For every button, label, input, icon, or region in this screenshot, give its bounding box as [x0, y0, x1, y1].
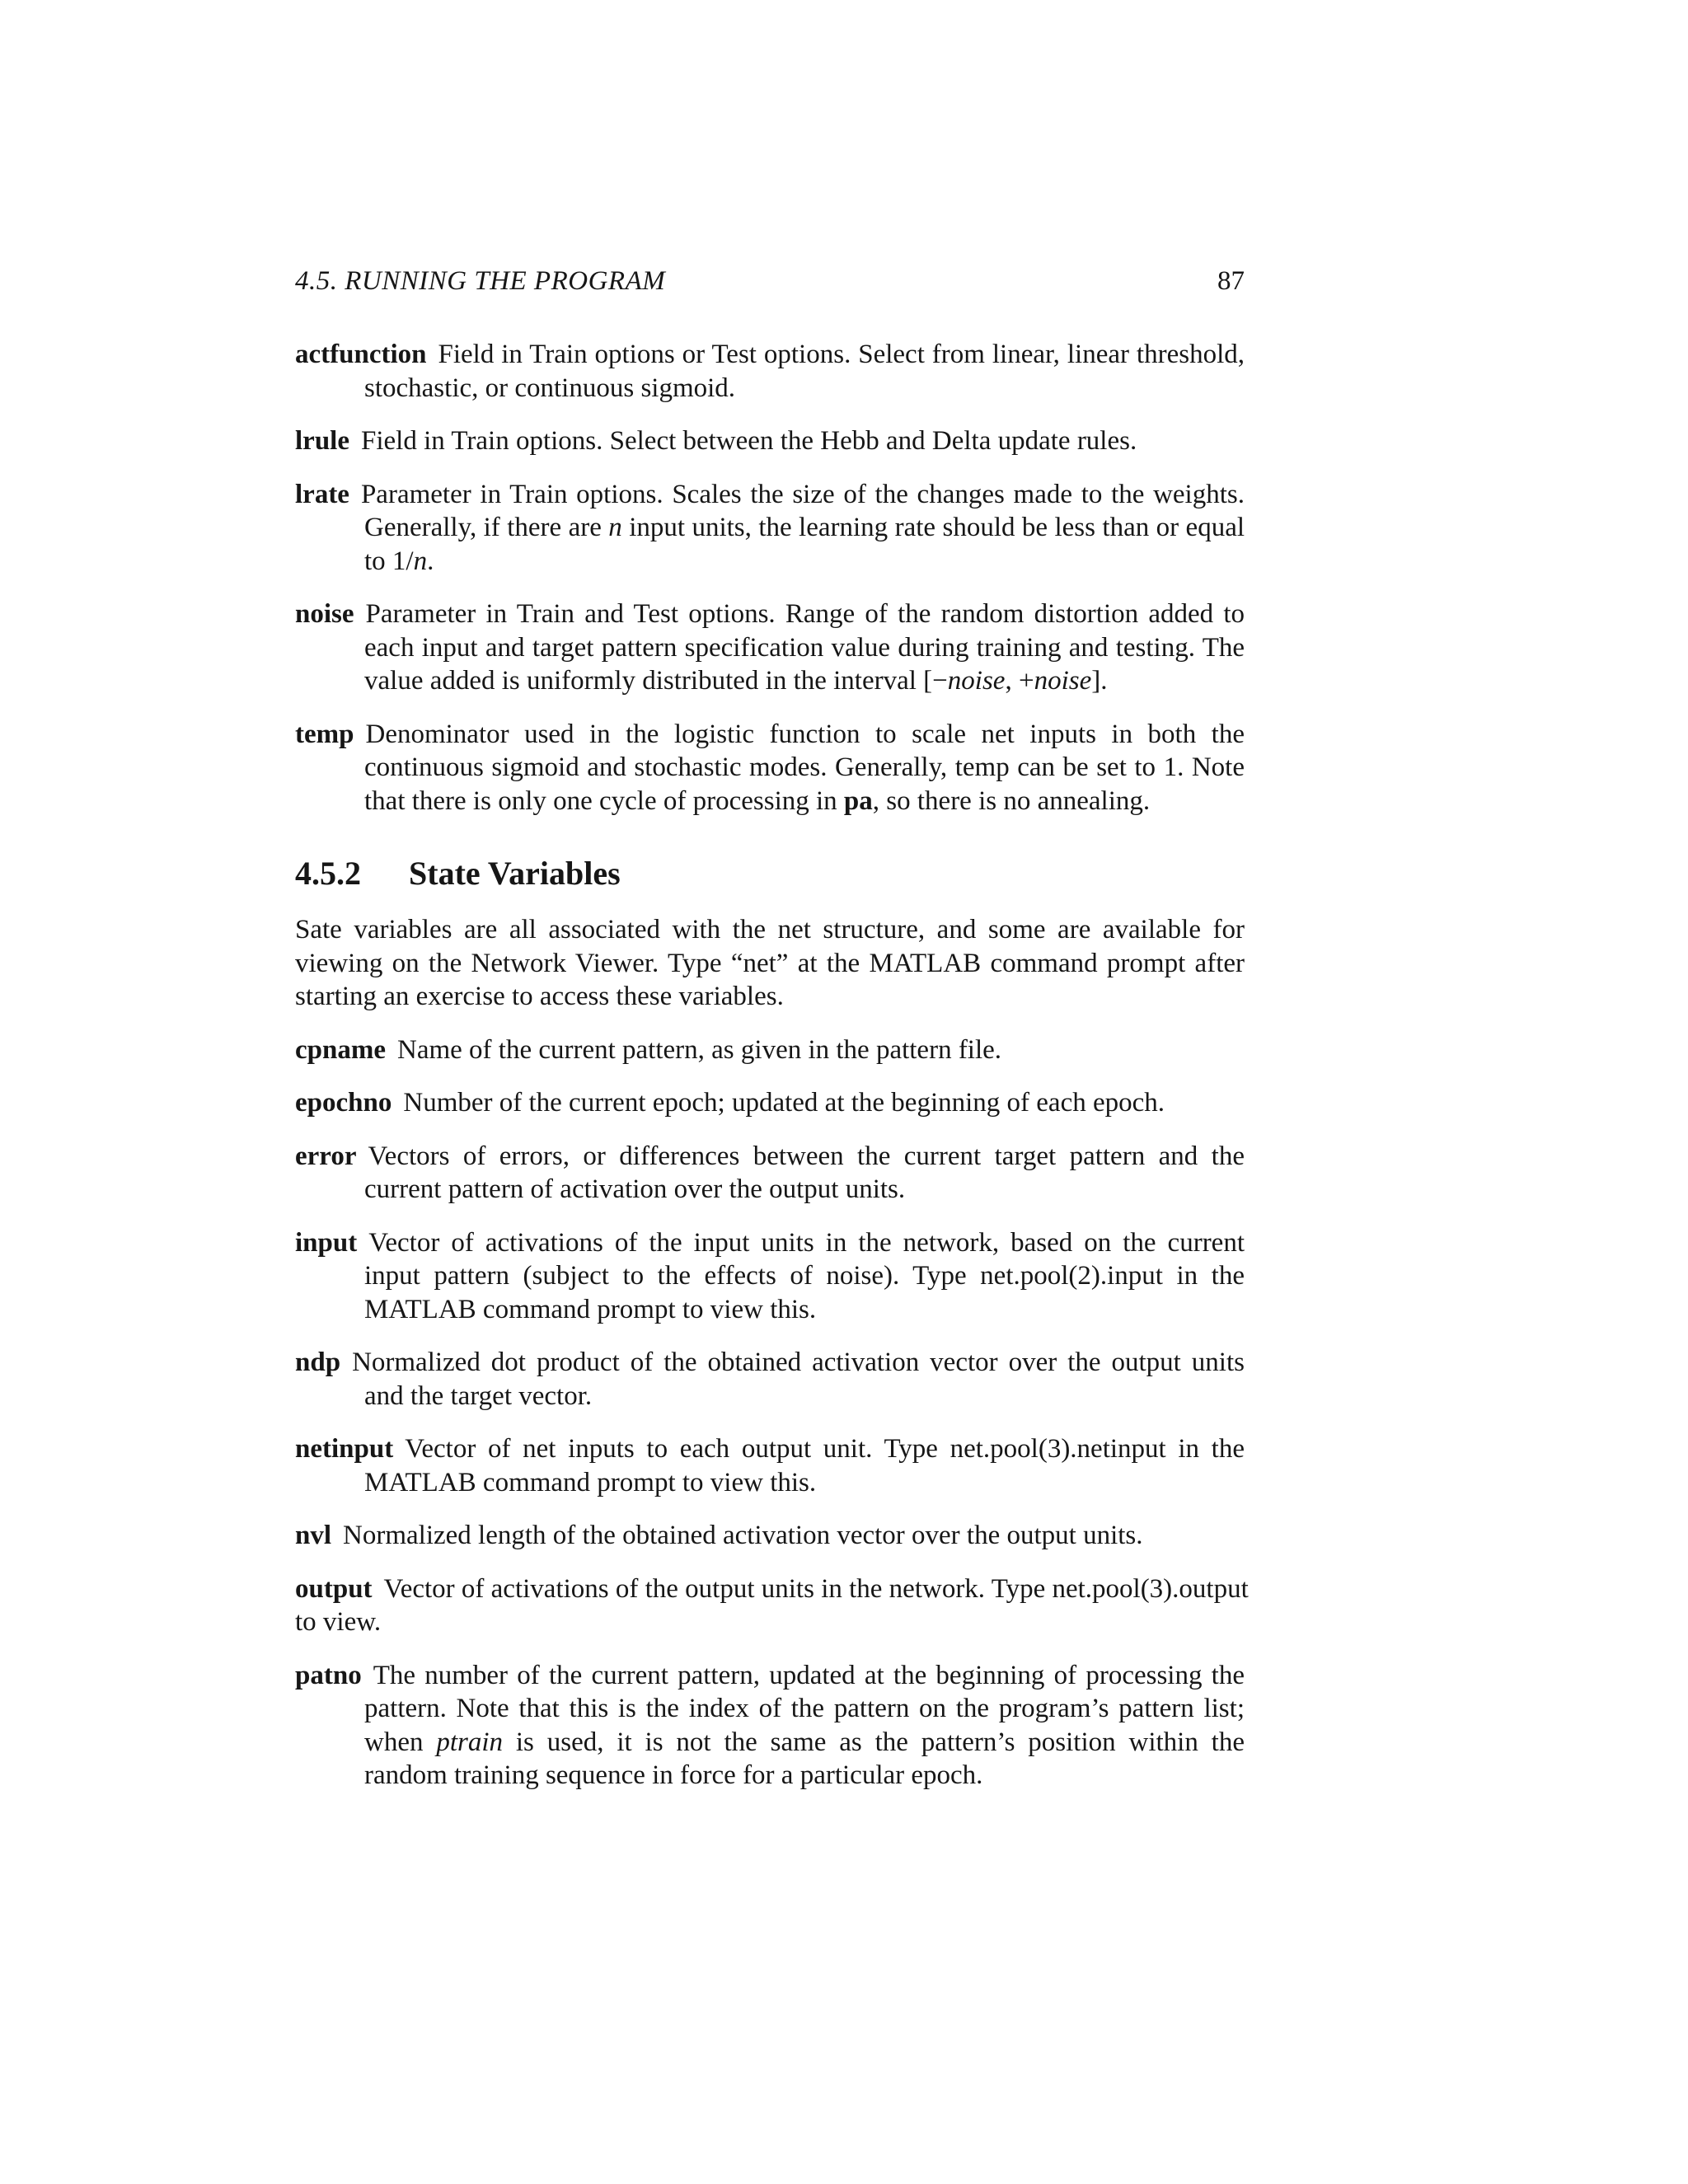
bold-program-name: pa	[843, 785, 873, 816]
definition-text: The number of the current pattern, updated at the beginning of processing the pattern. Note that this is the index of the pattern on the program’s pattern list; when	[364, 1660, 1245, 1757]
italic-ptrain: ptrain	[436, 1727, 504, 1757]
section-number: 4.5.2	[295, 855, 361, 892]
definition-temp	[295, 718, 1245, 818]
definition-cpname	[295, 1033, 1245, 1067]
running-head	[295, 262, 1245, 300]
definition-text: , +	[1005, 666, 1034, 696]
definition-patno	[295, 1659, 1245, 1793]
term-netinput: netinput	[295, 1434, 394, 1464]
definition-text: Vector of activations of the output units in the network. Type net.pool(3).output	[383, 1573, 1249, 1604]
term-output: output	[295, 1573, 373, 1604]
definition-text: Parameter in Train and Test options. Range of the random distortion added to each input and target pattern specification value during training and testing. The value added is uniformly distributed in the interval [−	[364, 599, 1245, 696]
definition-text: Denominator used in the logistic function to scale net inputs in both the continuous sigmoid and stochastic modes. Generally, temp can be set to 1. Note that there is only one cycle of processing in	[364, 719, 1245, 816]
section-heading	[295, 854, 1245, 893]
math-variable: noise	[1034, 666, 1092, 696]
term-noise: noise	[295, 599, 354, 629]
term-input: input	[295, 1227, 358, 1258]
definition-text: Name of the current pattern, as given in the pattern file.	[397, 1034, 1002, 1065]
definition-text: Field in Train options or Test options. Select from linear, linear threshold, stochastic, or continuous sigmoid.	[364, 340, 1245, 403]
definition-text: .	[427, 546, 434, 576]
definition-epochno	[295, 1086, 1245, 1120]
section-title: State Variables	[409, 855, 621, 892]
running-head-title: 4.5. RUNNING THE PROGRAM	[295, 266, 666, 296]
term-error: error	[295, 1141, 357, 1171]
term-patno: patno	[295, 1660, 362, 1690]
definition-text: , so there is no annealing.	[872, 785, 1151, 816]
term-lrate: lrate	[295, 479, 349, 509]
definition-output	[295, 1572, 1249, 1639]
term-nvl: nvl	[295, 1521, 332, 1550]
page-number: 87	[1217, 266, 1245, 296]
definition-nvl	[295, 1519, 1245, 1553]
definition-text: Vectors of errors, or differences between the current target pattern and the current pattern of activation over the output units.	[364, 1141, 1245, 1204]
definition-text: to view.	[295, 1607, 382, 1637]
definition-text: Vector of net inputs to each output unit. Type net.pool(3).netinput in the MATLAB command prompt to view this.	[364, 1434, 1245, 1497]
definition-lrate	[295, 478, 1245, 579]
definition-text: Normalized dot product of the obtained activation vector over the output units and the target vector.	[352, 1347, 1245, 1411]
term-epochno: epochno	[295, 1088, 392, 1118]
term-ndp: ndp	[295, 1347, 341, 1377]
term-cpname: cpname	[295, 1034, 386, 1065]
definition-text: is used, it is not the same as the pattern’s position within the random training sequence in force for a particular epoch.	[364, 1727, 1245, 1790]
section-intro-paragraph: Sate variables are all associated with the net structure, and some are available for viewing on the Network Viewer. Type “net” at the MATLAB command prompt after starting an exercise to access these variables.	[295, 915, 1245, 1011]
definition-text: Number of the current epoch; updated at the beginning of each epoch.	[403, 1088, 1165, 1118]
definition-text: Field in Train options. Select between the Hebb and Delta update rules.	[360, 426, 1137, 456]
definition-text: input units, the learning rate should be less than or equal to 1/	[364, 513, 1245, 576]
definition-error	[295, 1140, 1245, 1207]
definition-text: Normalized length of the obtained activation vector over the output units.	[343, 1521, 1143, 1550]
term-actfunction: actfunction	[295, 340, 427, 369]
math-variable: noise	[947, 666, 1006, 696]
definition-text: ].	[1091, 666, 1108, 696]
definition-text: Parameter in Train options. Scales the size of the changes made to the weights. Generally, if there are	[360, 479, 1245, 542]
term-lrule: lrule	[295, 426, 349, 456]
definition-netinput	[295, 1432, 1245, 1499]
definition-text: Vector of activations of the input units in the network, based on the current input pattern (subject to the effects of noise). Type net.pool(2).input in the MATLAB command prompt to view this.	[364, 1227, 1245, 1324]
definition-actfunction	[295, 338, 1245, 405]
output-first-line	[295, 1572, 1249, 1606]
definition-noise	[295, 598, 1245, 698]
math-variable: n	[608, 513, 622, 542]
definition-input	[295, 1226, 1245, 1327]
page-body	[295, 338, 1249, 1812]
term-temp: temp	[295, 719, 354, 749]
definition-lrule	[295, 424, 1245, 458]
math-variable: n	[413, 546, 428, 576]
definition-ndp	[295, 1346, 1245, 1413]
